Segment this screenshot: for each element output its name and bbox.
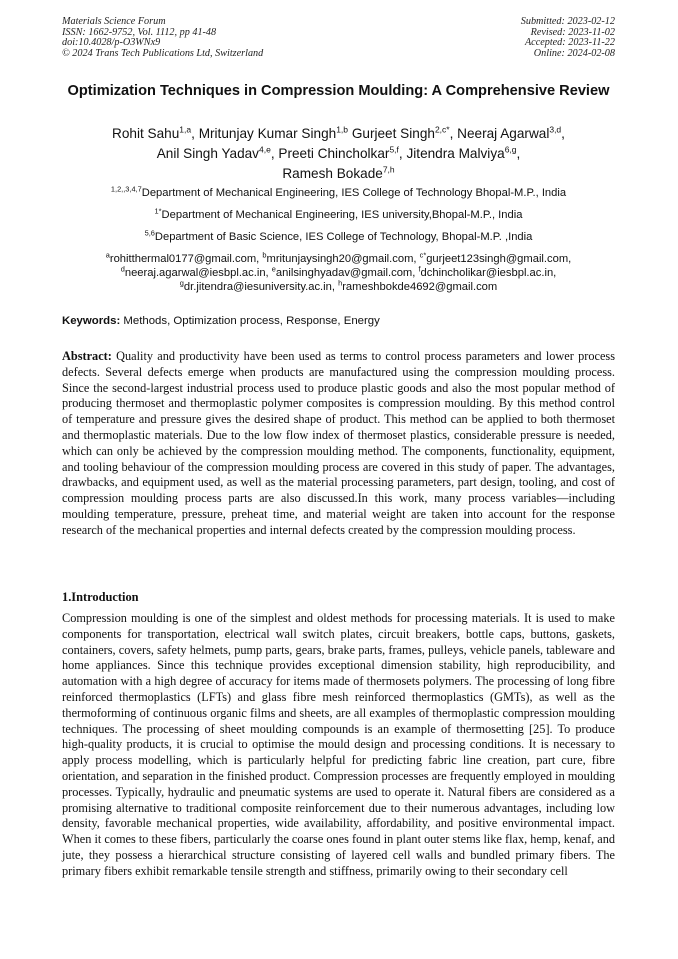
author-separator: , — [191, 126, 199, 141]
affiliation-mark: 1,2,,3,4,7 — [110, 184, 142, 194]
journal-info — [62, 17, 263, 59]
author-name: Anil Singh Yadav — [156, 146, 259, 161]
author-name: Ramesh Bokade — [282, 166, 383, 181]
author-name: Neeraj Agarwal — [457, 126, 550, 141]
author-separator: , — [398, 146, 407, 161]
affiliation — [62, 208, 615, 222]
journal-name: Materials Science Forum — [62, 16, 166, 27]
keywords-text: Methods, Optimization process, Response, Energy — [120, 315, 380, 327]
affiliation-text: Department of Mechanical Engineering, IES College of Technology Bhopal-M.P., India — [141, 187, 567, 199]
abstract — [62, 349, 615, 539]
author-name: Preeti Chincholkar — [278, 146, 390, 161]
author-name: Mritunjay Kumar Singh — [198, 126, 337, 141]
keywords — [62, 314, 615, 328]
email-mark: h — [338, 278, 343, 288]
author-affiliation-mark: 1,b — [336, 124, 349, 135]
email-mark: d — [120, 264, 125, 274]
author-separator: , — [449, 126, 458, 141]
section-heading-introduction: 1.Introduction — [62, 590, 139, 604]
issn-line: ISSN: 1662-9752, Vol. 1112, pp 41-48 — [62, 26, 217, 38]
publication-dates — [521, 17, 615, 59]
paper-title: Optimization Techniques in Compression Moulding: A Comprehensive Review — [67, 83, 610, 99]
online-date: Online: 2024-02-08 — [533, 47, 615, 59]
keywords-label: Keywords: — [62, 315, 121, 327]
email-link[interactable]: rohitthermal0177@gmail.com, — [109, 253, 263, 265]
affiliation-mark: 5,6 — [144, 228, 155, 238]
author-list — [62, 124, 615, 184]
email-link[interactable]: anilsinghyadav@gmail.com, — [275, 267, 419, 279]
author-affiliation-mark: 4,e — [258, 144, 271, 155]
doi-line: doi:10.4028/p-O3WNx9 — [62, 37, 161, 49]
affiliation-mark: 1* — [154, 206, 162, 216]
affiliation — [62, 186, 615, 200]
author-emails — [62, 252, 615, 294]
revised-date: Revised: 2023-11-02 — [530, 26, 615, 38]
author-affiliation-mark: 2,c* — [434, 124, 450, 135]
email-mark: e — [271, 264, 276, 274]
email-link[interactable]: dchincholikar@iesbpl.ac.in, — [420, 267, 557, 279]
copyright-line: © 2024 Trans Tech Publications Ltd, Switzerland — [62, 47, 264, 59]
author-name: Rohit Sahu — [112, 126, 180, 141]
email-mark: c* — [419, 250, 427, 260]
introduction-text: Compression moulding is one of the simplest and oldest methods for processing materials. It is used to make components for transportation, electrical wall switch plates, circuit breakers, bottle caps, buttons, gaskets, containers, covers, safety helmets, pump parts, gears, brake parts, frames, pulleys, vehicle panels, tableware and home appliances. Since this technique provides exceptional dimension stability, high reproducibility, and automation with a high degree of accuracy for items made of thermosets polymers. The processing of long fibre reinforced thermoplastics (LFTs) and glass fibre mesh reinforced thermoplastics (GMTs), as well as the thermoforming of continuous organic films and sheets, are all examples of thermoplastic compression moulding techniques. The processing of sheet moulding compounds is an example of thermosetting [25]. To produce high-quality products, it is crucial to optimise the mould design and processing conditions. It is necessary to apply process modelling, which is particularly helpful for predicting fabric line creation, part cure, fibre orientation, and separation in the finished product. Compression processes are frequently employed in moulding processes. Typically, hydraulic and pneumatic systems are used to operate it. Natural fibers are considered as a promising alternative to traditional composite reinforcement due to their numerous advantages, including low density, favorable mechanical properties, wide availability, affordability, and positive environmental impact. When it comes to these fibers, particularly the coarse ones found in plant outer stems like flax, hemp, kenaf, and jute, they possess a hierarchical structure consisting of layered cell walls and bundled primary fibers. The primary fibers exhibit remarkable tensile strength and stiffness, primarily owing to their secondary cell — [62, 611, 615, 878]
author-separator: , — [516, 146, 521, 161]
email-mark: a — [105, 250, 110, 260]
email-link[interactable]: mritunjaysingh20@gmail.com, — [266, 253, 420, 265]
submitted-date: Submitted: 2023-02-12 — [520, 16, 615, 27]
affiliation-text: Department of Basic Science, IES College of Technology, Bhopal-M.P. ,India — [154, 231, 533, 243]
email-mark: g — [179, 278, 184, 288]
accepted-date: Accepted: 2023-11-22 — [524, 37, 615, 49]
author-affiliation-mark: 6,g — [504, 144, 517, 155]
abstract-label: Abstract: — [62, 349, 112, 363]
author-affiliation-mark: 7,h — [382, 164, 395, 175]
email-link[interactable]: neeraj.agarwal@iesbpl.ac.in, — [124, 267, 272, 279]
email-line — [62, 280, 615, 294]
email-link[interactable]: dr.jitendra@iesuniversity.ac.in, — [183, 281, 339, 293]
author-name: Gurjeet Singh — [351, 126, 435, 141]
affiliation-text: Department of Mechanical Engineering, IES university,Bhopal-M.P., India — [161, 209, 523, 221]
email-mark: f — [418, 264, 421, 274]
email-line — [62, 252, 615, 266]
author-separator: , — [270, 146, 279, 161]
abstract-text: Quality and productivity have been used as terms to control process parameters and lower process defects. Several defects emerge when products are manufactured using the compression moulding process. Since the second-largest industrial process used to produce plastic goods and also the most popular method of producing thermoset and thermoplastic polymer composites is compression moulding. By this method control of temperature and pressure gives the desired shape of product. This method can be applied to both thermoset and thermoplastic materials. Due to the low flow index of thermoset plastics, considerable pressure is needed, which can only be achieved by the compression moulding method. The components, functionality, equipment, and tooling behaviour of the compression moulding process are covered in this study of paper. The advantages, drawbacks, and equipment used, as well as the material processing parameters, part design, tooling, and cost of compression moulding process parts are also discussed.In this work, many process variables—including moulding temperature, pressure, preheat time, and material weight are taken into account for the response research of the mechanical properties and internal defects created by the compression moulding process. — [62, 349, 615, 537]
author-separator: , — [561, 126, 565, 141]
email-mark: b — [262, 250, 267, 260]
email-link[interactable]: rameshbokde4692@gmail.com — [342, 281, 498, 293]
author-name: Jitendra Malviya — [406, 146, 505, 161]
author-affiliation-mark: 3,d — [549, 124, 562, 135]
affiliation — [62, 230, 615, 244]
author-affiliation-mark: 5,f — [389, 144, 399, 155]
email-link[interactable]: gurjeet123singh@gmail.com, — [426, 253, 572, 265]
author-affiliation-mark: 1,a — [179, 124, 192, 135]
